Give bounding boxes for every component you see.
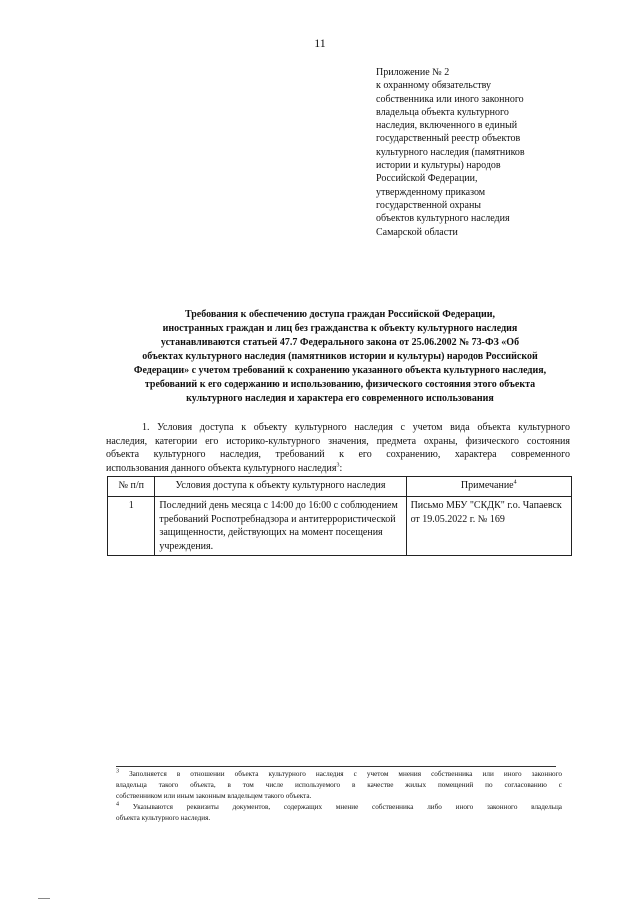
footnote-text: владельца такого объекта, в том числе используемого в качестве жилых помещений по согласованию с — [116, 781, 562, 789]
footnote-3-line — [116, 769, 562, 780]
appendix-line: государственной охраны — [376, 199, 482, 211]
appendix-line: Самарской области — [376, 226, 458, 238]
appendix-line: культурного наследия (памятников — [376, 146, 525, 158]
appendix-line: владельца объекта культурного — [376, 106, 509, 118]
page-number: 11 — [314, 36, 326, 50]
title-line: культурного наследия и характера его современного использования — [186, 393, 494, 404]
footnote-marker: 3 — [116, 768, 119, 775]
footnote-ref-4: 4 — [513, 479, 517, 486]
header-conditions: Условия доступа к объекту культурного наследия — [155, 477, 406, 497]
title-line: устанавливаются статьей 47.7 Федерального закона от 25.06.2002 № 73-ФЗ «Об — [160, 337, 520, 348]
paragraph-line: 1. Условия доступа к объекту культурного наследия с учетом вида объекта культурного — [142, 422, 570, 433]
cell-conditions: Последний день месяца с 14:00 до 16:00 с соблюдением требований Роспотребнадзора и антитеррористической защищенности, действующих на момент посещения учреждения. — [155, 497, 406, 556]
appendix-block — [376, 66, 596, 239]
footnote-text: Заполняется в отношении объекта культурного наследия с учетом мнения собственника или иного законного — [129, 770, 563, 778]
appendix-line: утвержденному приказом — [376, 186, 486, 198]
table-row — [108, 497, 572, 556]
access-conditions-paragraph — [106, 421, 570, 475]
paragraph-line: использования данного объекта культурного наследия — [106, 462, 337, 474]
footnote-marker: 4 — [116, 801, 119, 808]
cell-note: Письмо МБУ "СКДК" г.о. Чапаевск от 19.05.2022 г. № 169 — [406, 497, 571, 556]
appendix-line: наследия, включенного в единый — [376, 120, 518, 132]
paragraph-last-line — [106, 462, 570, 476]
title-line: объектах культурного наследия (памятников истории и культуры) народов Российской — [142, 351, 538, 362]
appendix-line: истории и культуры) народов — [376, 160, 501, 172]
paragraph-end-punct: : — [339, 462, 343, 474]
appendix-line: объектов культурного наследия — [376, 213, 510, 225]
appendix-line: Российской Федерации, — [376, 173, 478, 185]
title-line: Требования к обеспечению доступа граждан Российской Федерации, — [184, 309, 496, 320]
header-note — [406, 477, 571, 497]
access-conditions-table — [107, 476, 572, 556]
title-line: требований к его содержанию и использованию, физического состояния этого объекта — [144, 379, 536, 390]
footnotes — [116, 769, 562, 824]
scan-mark — [38, 898, 50, 899]
title-line: иностранных граждан и лиц без гражданства к объекту культурного наследия — [162, 323, 518, 334]
header-note-label: Примечание — [460, 480, 514, 491]
footnote-text: объекта культурного наследия. — [116, 814, 211, 822]
appendix-line: собственника или иного законного — [376, 93, 524, 105]
title-line: Федерации» с учетом требований к сохранению указанного объекта культурного наследия, — [133, 365, 547, 376]
paragraph-line: наследия, категории его историко-культурного значения, предмета охраны, физического состояния — [106, 435, 570, 447]
cell-num: 1 — [108, 497, 155, 556]
footnote-text: собственником или иным законным владельцем такого объекта. — [116, 792, 312, 800]
appendix-line: государственный реестр объектов — [376, 133, 521, 145]
appendix-line: Приложение № 2 — [376, 67, 450, 78]
paragraph-line: объекта культурного наследия, требований к его сохранению, характера современного — [106, 449, 570, 461]
table-header-row — [108, 477, 572, 497]
appendix-line: к охранному обязательству — [376, 80, 492, 92]
footnote-text: Указываются реквизиты документов, содержащих мнение собственника либо иного законного владельца — [132, 803, 562, 811]
footnote-ref-3: 3 — [336, 462, 340, 469]
footnote-separator — [116, 766, 556, 767]
header-num: № п/п — [108, 477, 155, 497]
document-title — [100, 308, 580, 406]
footnote-4-line — [116, 802, 562, 813]
